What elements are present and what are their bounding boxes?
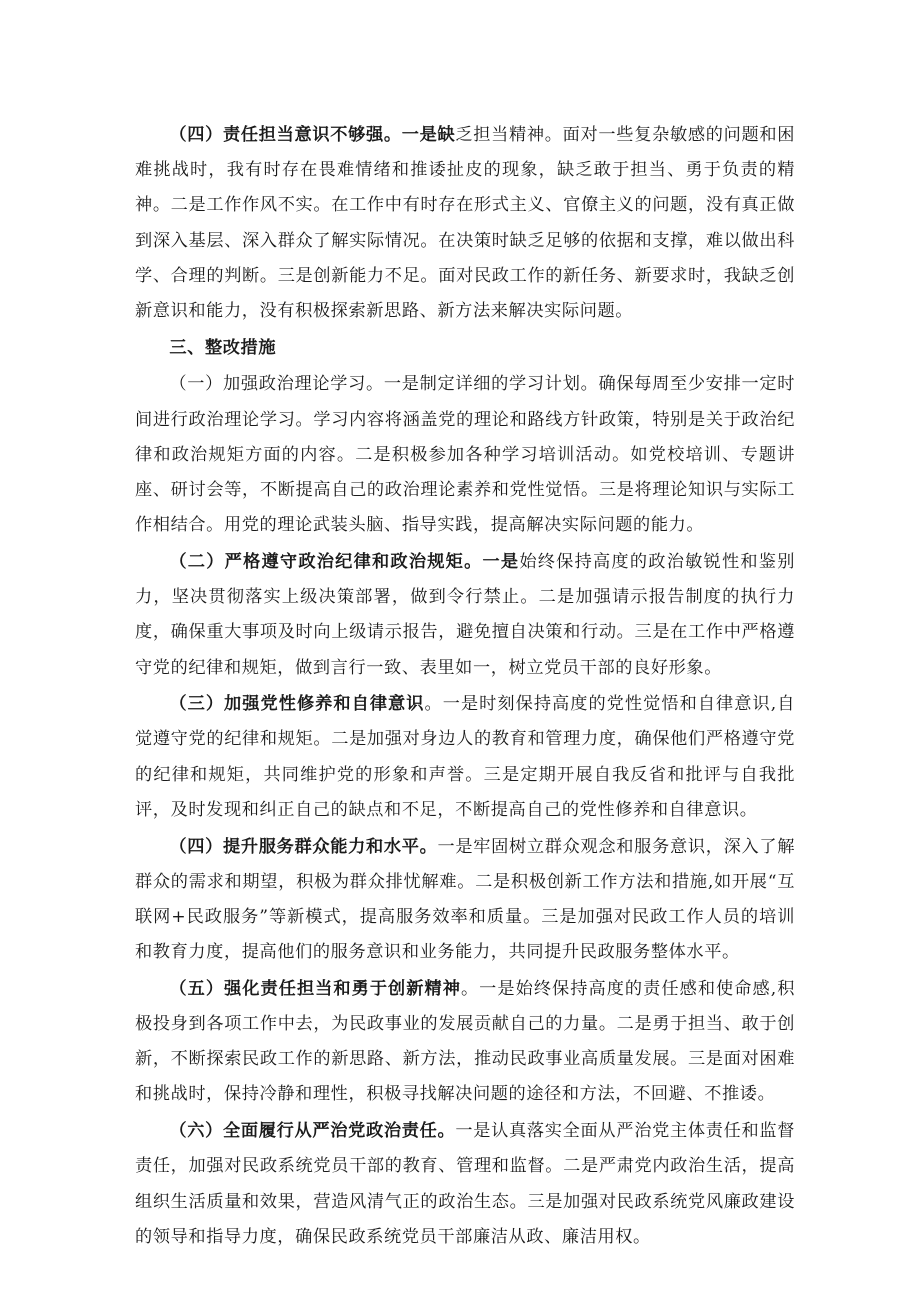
paragraph-lead: （三）加强党性修养和自律意识 [169,694,425,715]
paragraph-lead: （六）全面履行从严治党政治责任。 [169,1121,456,1142]
paragraph-body: 乏担当精神。面对一些复杂敏感的问题和困难挑战时，我有时存在畏难情绪和推诿扯皮的现象，缺乏敢于担当、勇于负责的精神。二是工作作风不实。在工作中有时存在形式主义、官僚主义的问题，没有真正做到深入基层、深入群众了解实际情况。在决策时缺乏足够的依据和支撑，难以做出科学、合理的判断。三是创新能力不足。面对民政工作的新任务、新要求时，我缺乏创新意识和能力，没有积极探索新思路、新方法来解决实际问题。 [135,125,795,322]
paragraph-measure-5 [135,972,795,1113]
paragraph-measure-1 [135,367,795,543]
paragraph-measure-3 [135,687,795,828]
paragraph-lead: （四）责任担当意识不够强。一是缺 [169,125,456,145]
section-heading-rectification: 三、整改措施 [169,337,277,358]
paragraph-responsibility [135,118,795,329]
paragraph-body: 。一是始终保持高度的责任感和使命感,积极投身到各项工作中去，为民政事业的发展贡献自己的力量。二是勇于担当、敢于创新，不断探索民政工作的新思路、新方法，推动民政事业高质量发展。三是面对困难和挑战时，保持冷静和理性，积极寻找解决问题的途径和方法，不回避、不推诿。 [135,978,795,1105]
paragraph-body: 一是牢固树立群众观念和服务意识，深入了解群众的需求和期望，积极为群众排忧解难。二是积极创新工作方法和措施,如开展“互联网+民政服务”等新模式，提高服务效率和质量。三是加强对民政工作人员的培训和教育力度，提高他们的服务意识和业务能力，共同提升民政服务整体水平。 [135,836,795,963]
paragraph-body: 始终保持高度的政治敏锐性和鉴别力，坚决贯彻落实上级决策部署，做到令行禁止。二是加强请示报告制度的执行力度，确保重大事项及时向上级请示报告，避免擅自决策和行动。三是在工作中严格遵守党的纪律和规矩，做到言行一致、表里如一，树立党员干部的良好形象。 [135,551,795,678]
document-page [135,118,795,1257]
paragraph-measure-4 [135,830,795,971]
paragraph-measure-6 [135,1114,795,1255]
paragraph-body: 一是认真落实全面从严治党主体责任和监督责任，加强对民政系统党员干部的教育、管理和监督。二是严肃党内政治生活，提高组织生活质量和效果，营造风清气正的政治生态。三是加强对民政系统党风廉政建设的领导和指导力度，确保民政系统党员干部廉洁从政、廉洁用权。 [135,1121,795,1247]
paragraph-body: 。一是时刻保持高度的党性觉悟和自律意识,自觉遵守党的纪律和规矩。二是加强对身边人的教育和管理力度，确保他们严格遵守党的纪律和规矩，共同维护党的形象和声誉。三是定期开展自我反省和批评与自我批评，及时发现和纠正自己的缺点和不足，不断提高自己的党性修养和自律意识。 [135,694,795,820]
paragraph-measure-2 [135,545,795,686]
paragraph-lead: （五）强化责任担当和勇于创新精神 [169,978,461,999]
paragraph-lead: （四）提升服务群众能力和水平。 [169,836,438,857]
paragraph-lead: （一）加强政治理论学习。 [169,374,384,395]
paragraph-body: 一是制定详细的学习计划。确保每周至少安排一定时间进行政治理论学习。学习内容将涵盖党的理论和路线方针政策，特别是关于政治纪律和政治规矩方面的内容。二是积极参加各种学习培训活动。如党校培训、专题讲座、研讨会等，不断提高自己的政治理论素养和党性觉悟。三是将理论知识与实际工作相结合。用党的理论武装头脑、指导实践，提高解决实际问题的能力。 [135,374,795,536]
paragraph-lead: （二）严格遵守政治纪律和政治规矩。一是 [169,551,520,572]
